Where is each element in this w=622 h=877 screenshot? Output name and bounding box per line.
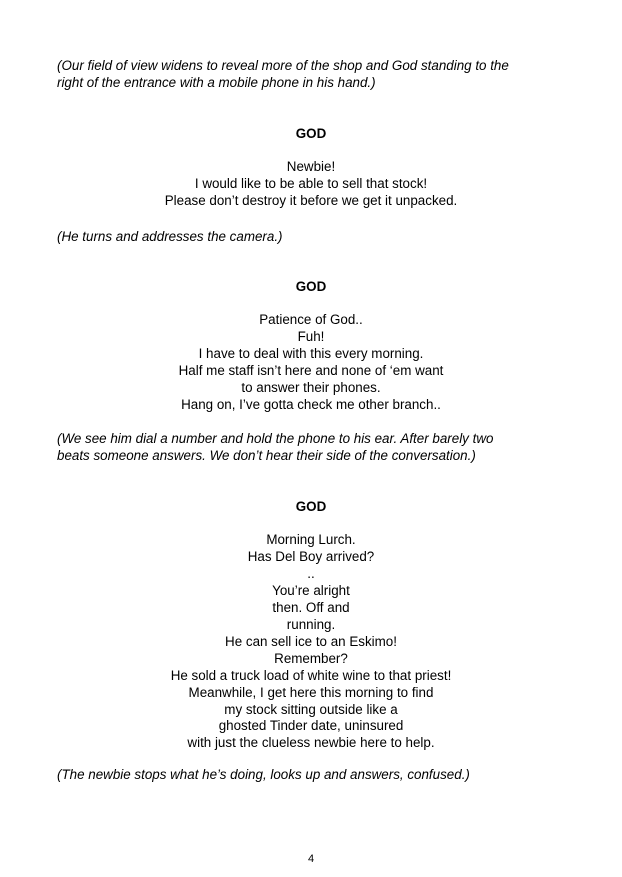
dialogue-line: You’re alright [272,582,350,598]
dialogue-line: I would like to be able to sell that stock! [194,175,428,191]
stage-direction-1 [57,57,577,91]
dialogue-line: He can sell ice to an Eskimo! [225,633,397,649]
stage-direction-line: beats someone answers. We don’t hear their side of the conversation.) [57,448,476,463]
dialogue-line: Newbie! [286,159,336,174]
character-name: GOD [295,126,327,141]
dialogue-line: running. [286,616,336,632]
dialogue-line: my stock sitting outside like a [224,701,398,717]
stage-direction-line: (Our field of view widens to reveal more of the shop and God standing to the [57,58,509,73]
dialogue-line: I have to deal with this every morning. [198,345,424,361]
dialogue-line: .. [307,565,315,581]
dialogue-line: then. Off and [272,599,350,615]
stage-direction-line: (The newbie stops what he’s doing, looks up and answers, confused.) [57,767,470,782]
character-name: GOD [295,279,327,294]
dialogue-line: He sold a truck load of white wine to that priest! [170,667,452,683]
dialogue-line: Remember? [274,650,348,666]
stage-direction-4 [57,766,577,783]
stage-direction-line: (He turns and addresses the camera.) [57,229,283,244]
stage-direction-3 [57,430,577,464]
dialogue-line: Please don’t destroy it before we get it unpacked. [164,192,458,208]
dialogue-line: ghosted Tinder date, uninsured [218,718,404,734]
dialogue-3 [0,532,622,752]
stage-direction-line: (We see him dial a number and hold the phone to his ear. After barely two [57,431,494,446]
dialogue-1 [0,159,622,210]
dialogue-line: Half me staff isn’t here and none of ‘em want [178,362,444,378]
dialogue-line: Has Del Boy arrived? [247,548,375,564]
dialogue-line: Morning Lurch. [266,532,356,547]
page-number: 4 [307,853,315,865]
dialogue-2 [0,312,622,414]
dialogue-line: to answer their phones. [241,379,381,395]
dialogue-line: Patience of God.. [259,312,363,327]
stage-direction-line: right of the entrance with a mobile phone in his hand.) [57,75,376,90]
dialogue-line: Hang on, I’ve gotta check me other branch.. [181,396,441,412]
character-name: GOD [295,499,327,514]
dialogue-line: with just the clueless newbie here to help. [187,735,435,751]
stage-direction-2 [57,228,577,245]
dialogue-line: Meanwhile, I get here this morning to find [188,684,434,700]
dialogue-line: Fuh! [297,328,325,344]
